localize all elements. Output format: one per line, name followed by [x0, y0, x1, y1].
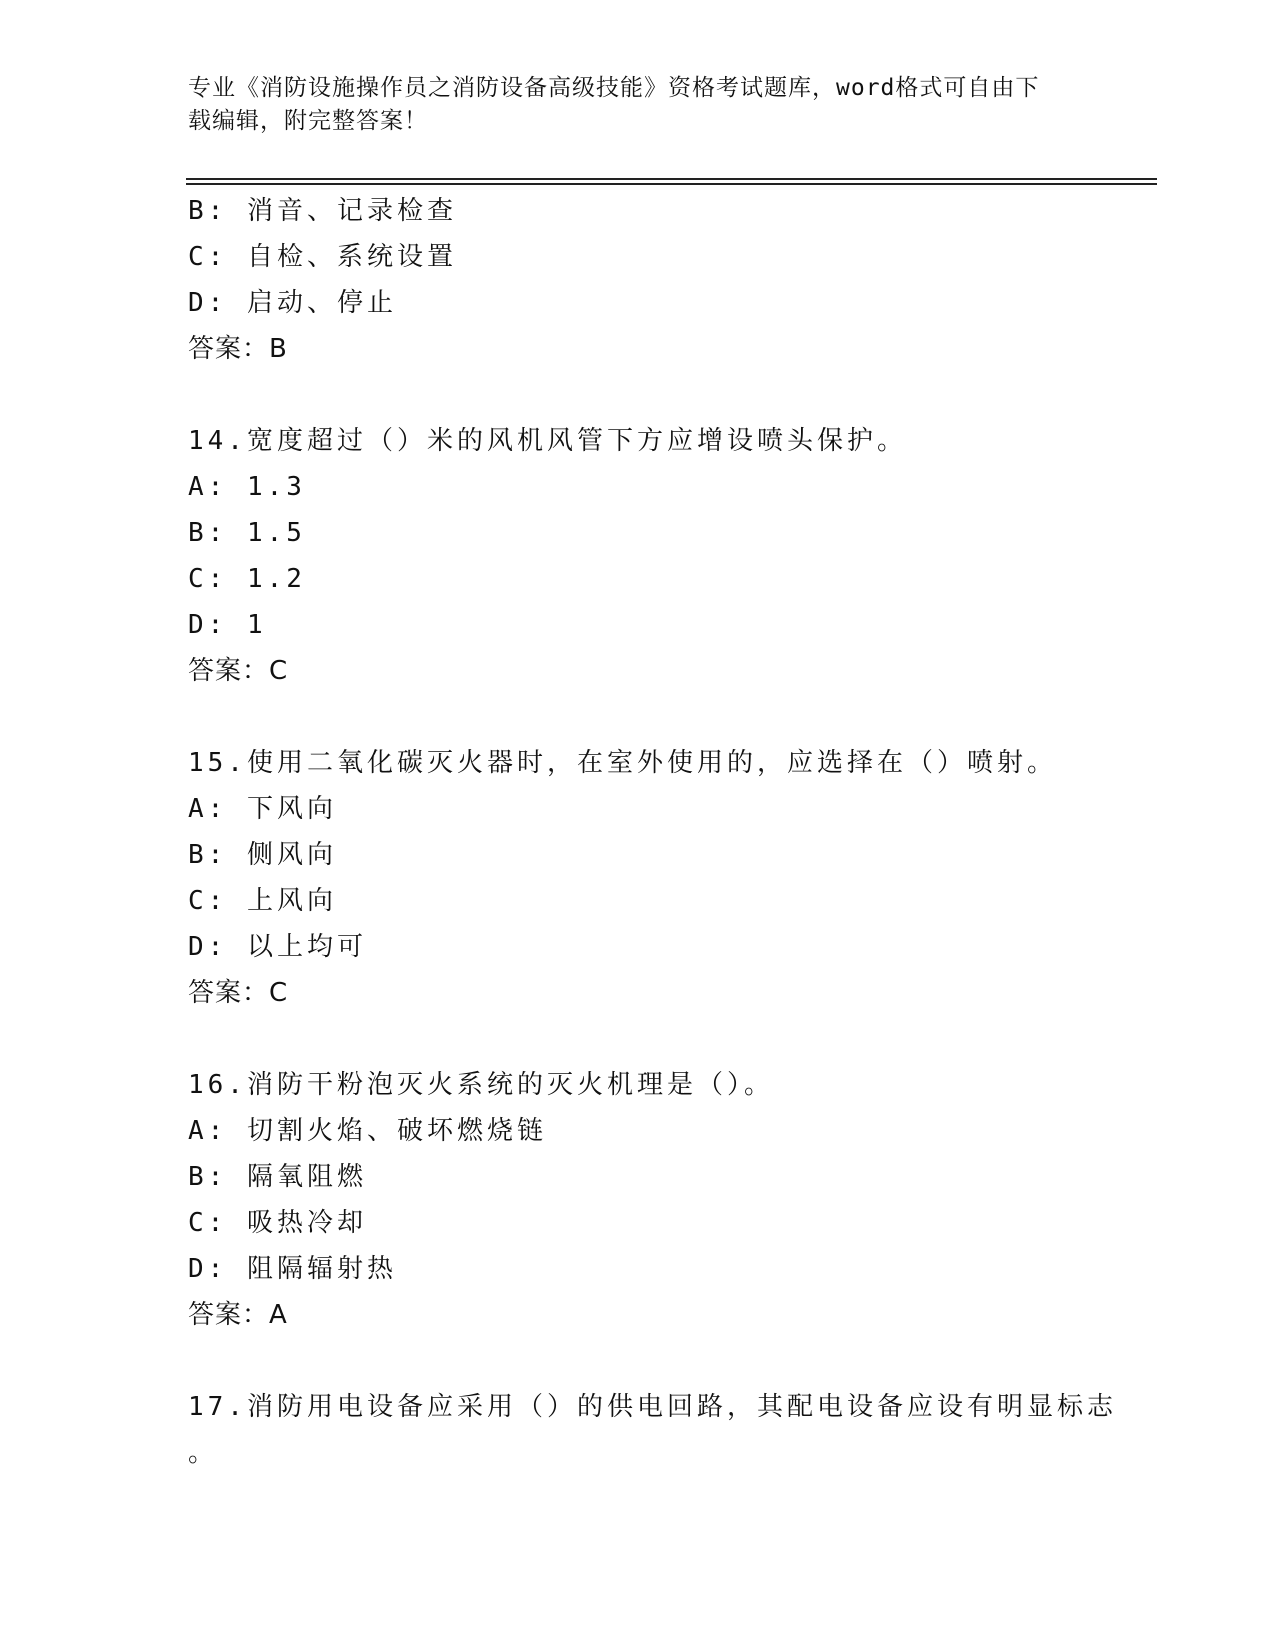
question-content	[188, 188, 1138, 1476]
q16-question: 16.消防干粉泡灭火系统的灭火机理是（）。	[188, 1070, 774, 1100]
spacer	[188, 372, 1138, 418]
q13-option-c: C: 自检、系统设置	[188, 242, 457, 272]
q16-option-c: C: 吸热冷却	[188, 1208, 367, 1238]
header-line-1: 专业《消防设施操作员之消防设备高级技能》资格考试题库，word格式可自由下	[188, 75, 1040, 101]
spacer	[188, 1338, 1138, 1384]
q13-option-b: B: 消音、记录检查	[188, 196, 457, 226]
q15-option-b: B: 侧风向	[188, 840, 337, 870]
q15-question: 15.使用二氧化碳灭火器时，在室外使用的，应选择在（）喷射。	[188, 748, 1057, 778]
q14-option-a: A: 1.3	[188, 472, 306, 502]
spacer	[188, 694, 1138, 740]
document-header	[188, 72, 1088, 138]
q14-option-d: D: 1	[188, 610, 267, 640]
q13-answer: 答案：B	[188, 334, 288, 364]
q17-question: 17.消防用电设备应采用（）的供电回路，其配电设备应设有明显标志	[188, 1392, 1117, 1422]
q15-answer: 答案：C	[188, 978, 289, 1008]
spacer	[188, 1016, 1138, 1062]
q14-option-c: C: 1.2	[188, 564, 306, 594]
q14-option-b: B: 1.5	[188, 518, 306, 548]
q16-answer: 答案：A	[188, 1300, 288, 1330]
q16-option-d: D: 阻隔辐射热	[188, 1254, 397, 1284]
q15-option-c: C: 上风向	[188, 886, 337, 916]
header-rule-top	[186, 178, 1157, 180]
header-rule-bottom	[186, 183, 1157, 185]
header-line-2: 载编辑，附完整答案！	[188, 108, 428, 134]
q14-question: 14.宽度超过（）米的风机风管下方应增设喷头保护。	[188, 426, 907, 456]
q15-option-d: D: 以上均可	[188, 932, 367, 962]
q13-option-d: D: 启动、停止	[188, 288, 397, 318]
q14-answer: 答案：C	[188, 656, 289, 686]
q17-question-tail: 。	[188, 1438, 219, 1468]
q16-option-a: A: 切割火焰、破坏燃烧链	[188, 1116, 547, 1146]
q15-option-a: A: 下风向	[188, 794, 337, 824]
q16-option-b: B: 隔氧阻燃	[188, 1162, 367, 1192]
